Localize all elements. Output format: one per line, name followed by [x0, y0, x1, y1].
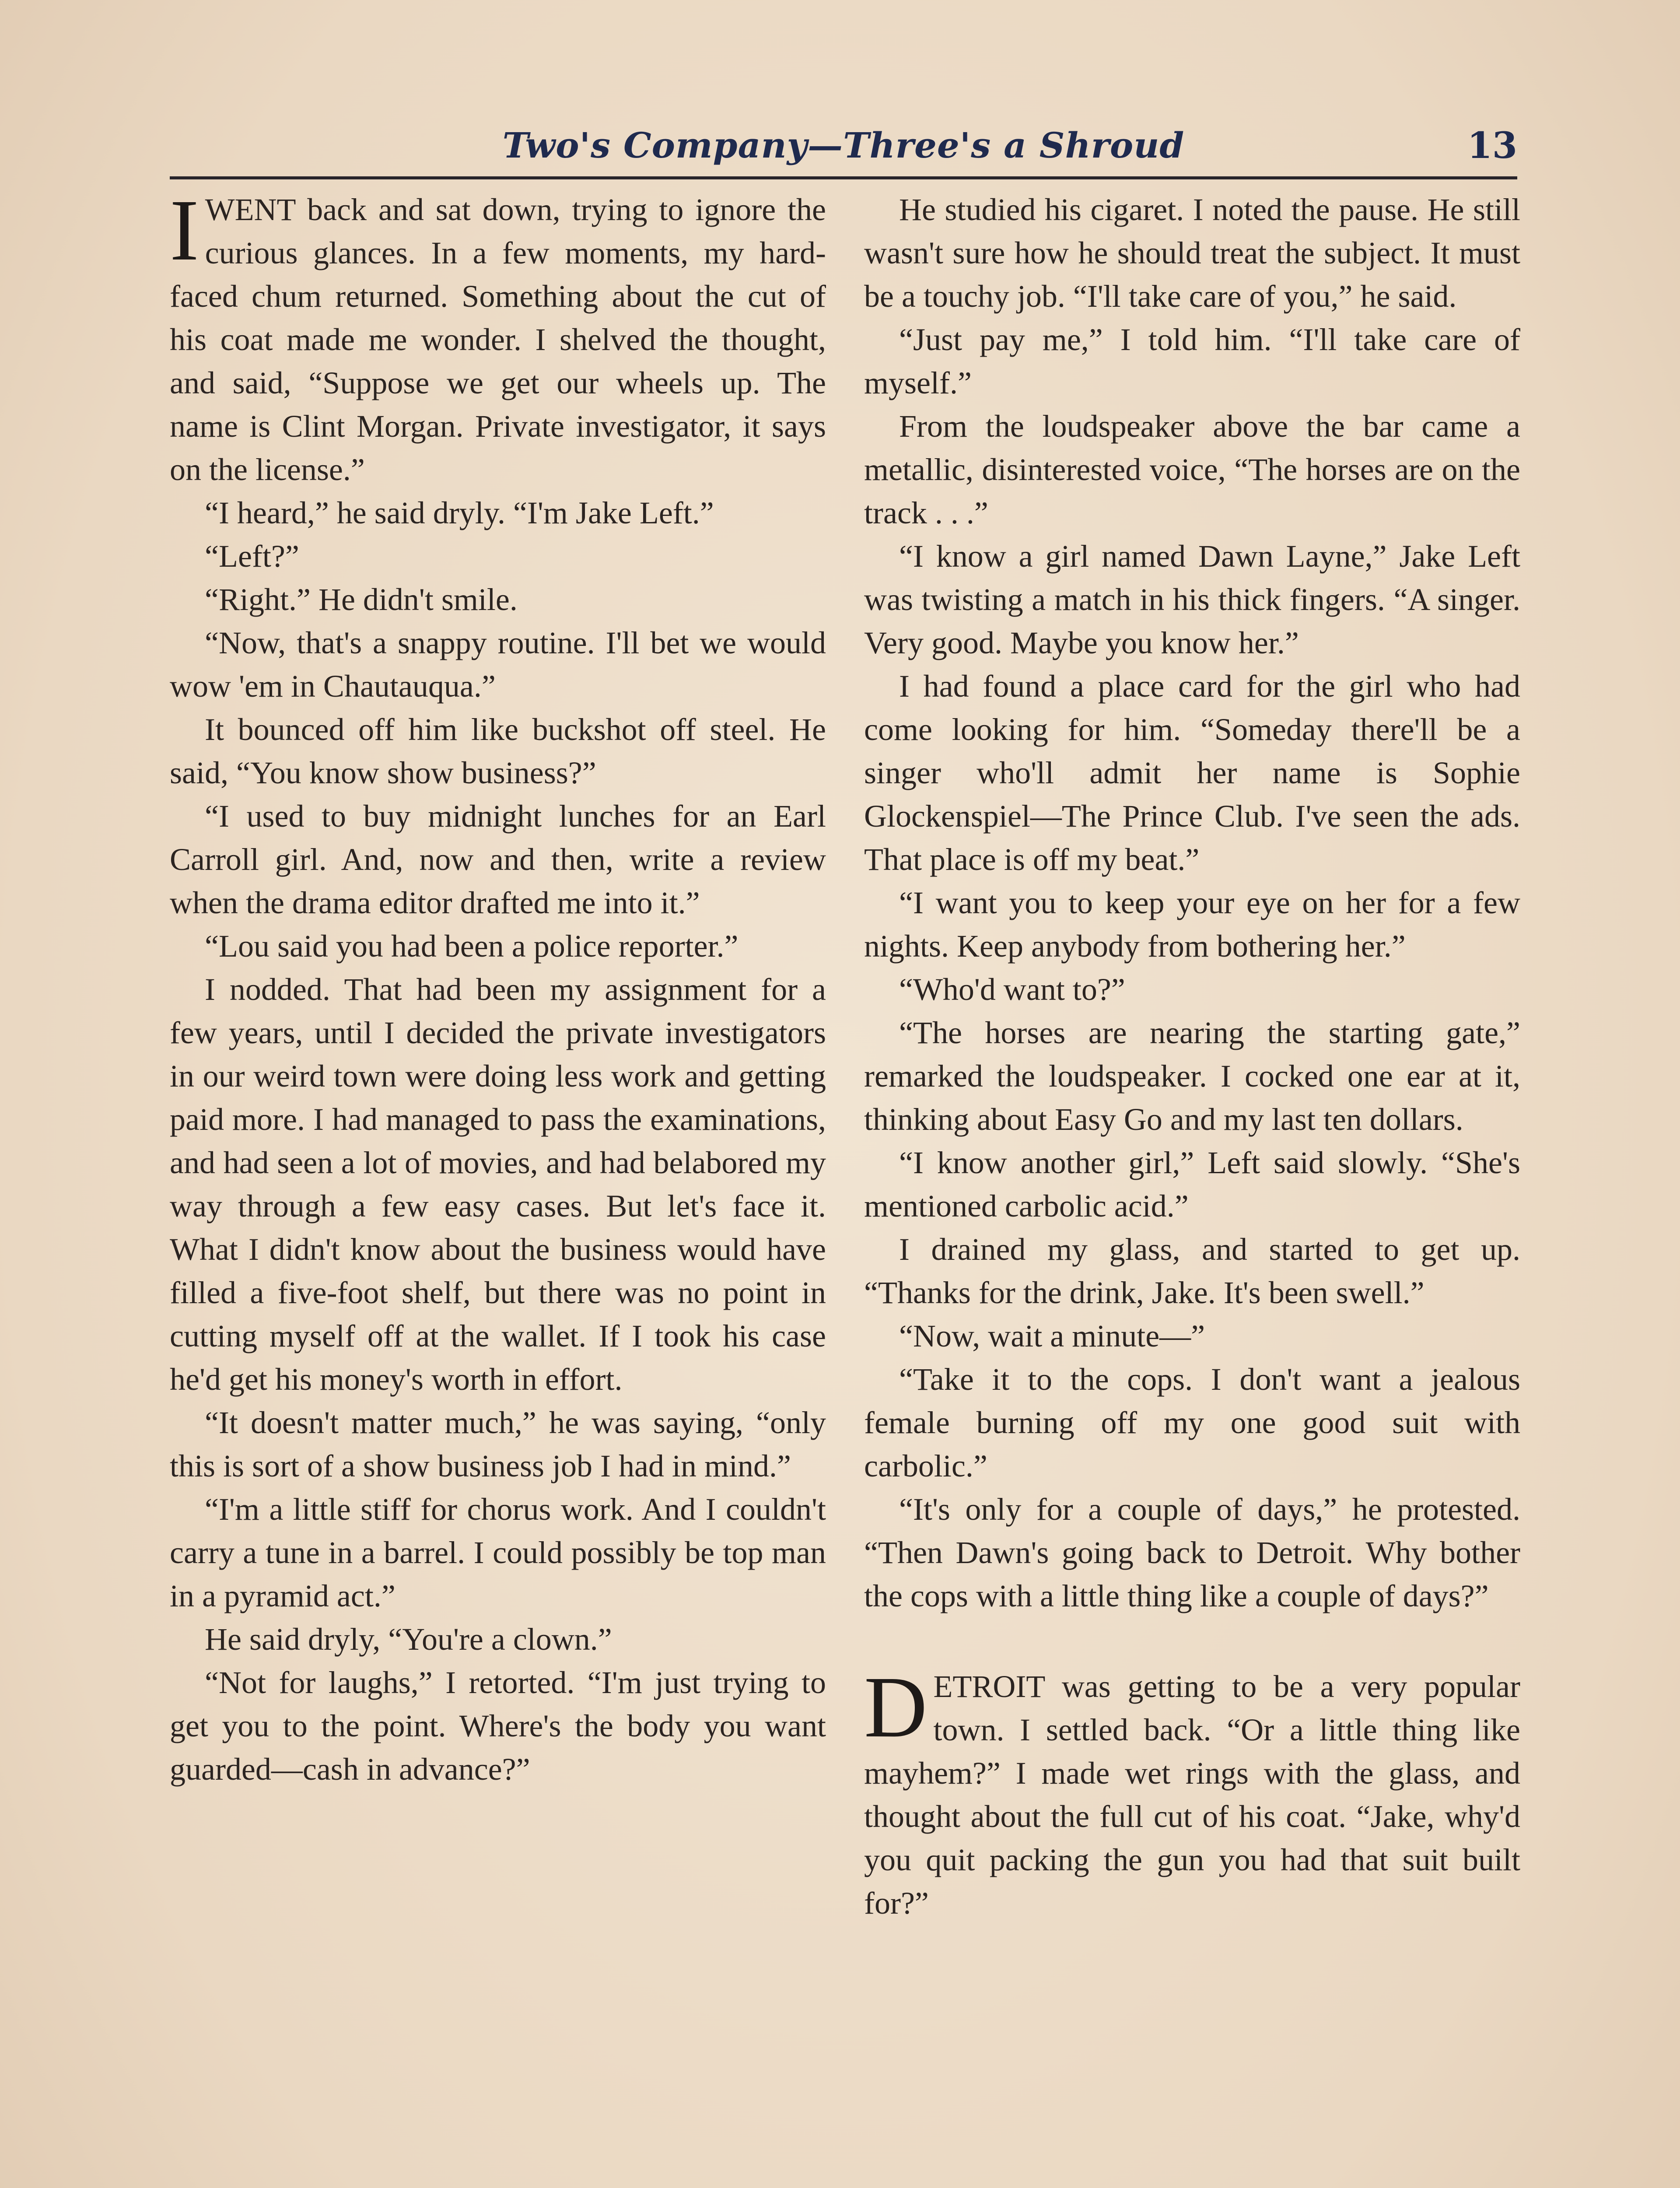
running-title: Two's Company—Three's a Shroud — [502, 125, 1185, 166]
paragraph: “I heard,” he said dryly. “I'm Jake Left.” — [205, 495, 714, 530]
paragraph: “The horses are nearing the starting gate,” remarked the loudspeaker. I cocked one ear at it, thinking about Easy Go and my last ten dollars. — [864, 1015, 1520, 1137]
drop-cap: D — [864, 1659, 928, 1756]
paragraph: “I want you to keep your eye on her for a few nights. Keep anybody from bothering her.” — [864, 885, 1520, 964]
left-column — [170, 182, 826, 1791]
paragraph: “Right.” He didn't smile. — [205, 582, 518, 617]
paragraph-text: WENT back and sat down, trying to ignore the curious glances. In a few moments, my hard-faced chum returned. Something about the cut of his coat made me wonder. I shelved the thought, and said, “Suppose we get our wheels up. The name is Clint Morgan. Private investigator, it says on the license.” — [170, 192, 826, 487]
paragraph: “Lou said you had been a police reporter.” — [205, 929, 738, 964]
paragraph: “Who'd want to?” — [899, 972, 1125, 1007]
paragraph: I nodded. That had been my assignment for a few years, until I decided the private investigators in our weird town were doing less work and getting paid more. I had managed to pass the examinations, and had seen a lot of movies, and had belabored my way through a few easy cases. But let's face it. What I didn't know about the business would have filled a five-foot shelf, but there was no point in cutting myself off at the wallet. If I took his case he'd get his money's worth in effort. — [170, 972, 826, 1397]
paragraph: He studied his cigaret. I noted the pause. He still wasn't sure how he should treat the subject. It must be a touchy job. “I'll take care of you,” he said. — [864, 192, 1520, 314]
drop-cap: I — [170, 182, 199, 279]
paragraph: “It's only for a couple of days,” he protested. “Then Dawn's going back to Detroit. Why bother the cops with a little thing like a couple of days?” — [864, 1492, 1520, 1613]
header-rule — [170, 176, 1517, 179]
paragraph: From the loudspeaker above the bar came a metallic, disinterested voice, “The horses are on the track . . .” — [864, 409, 1520, 530]
paragraph — [170, 182, 826, 491]
paragraph: “I used to buy midnight lunches for an Earl Carroll girl. And, now and then, write a review when the drama editor drafted me into it.” — [170, 799, 826, 920]
paragraph: I had found a place card for the girl who had come looking for him. “Someday there'll be a singer who'll admit her name is Sophie Glockenspiel—The Prince Club. I've seen the ads. That place is off my beat.” — [864, 669, 1520, 877]
paragraph: “Just pay me,” I told him. “I'll take care of myself.” — [864, 322, 1520, 400]
paragraph: “I know a girl named Dawn Layne,” Jake Left was twisting a match in his thick fingers. “A singer. Very good. Maybe you know her.” — [864, 539, 1520, 660]
paragraph: “Not for laughs,” I retorted. “I'm just trying to get you to the point. Where's the body you want guarded—cash in advance?” — [170, 1665, 826, 1787]
paragraph: I drained my glass, and started to get up. “Thanks for the drink, Jake. It's been swell.” — [864, 1232, 1520, 1310]
paragraph: “Now, wait a minute—” — [899, 1318, 1205, 1353]
page-number: 13 — [1467, 125, 1517, 167]
paragraph: “I know another girl,” Left said slowly. “She's mentioned carbolic acid.” — [864, 1145, 1520, 1224]
paragraph: “Now, that's a snappy routine. I'll bet we would wow 'em in Chautauqua.” — [170, 625, 826, 704]
paragraph-text: ETROIT was getting to be a very popular town. I settled back. “Or a little thing like mayhem?” I made wet rings with the glass, and thought about the full cut of his coat. “Jake, why'd you quit packing the gun you had that suit built for?” — [864, 1669, 1520, 1921]
paragraph: “I'm a little stiff for chorus work. And I couldn't carry a tune in a barrel. I could possibly be top man in a pyramid act.” — [170, 1492, 826, 1613]
right-column — [864, 188, 1520, 1925]
paragraph: It bounced off him like buckshot off steel. He said, “You know show business?” — [170, 712, 826, 790]
section-break — [864, 1618, 1520, 1665]
paragraph: He said dryly, “You're a clown.” — [205, 1622, 612, 1657]
paragraph — [864, 1659, 1520, 1925]
paragraph: “It doesn't matter much,” he was saying, “only this is sort of a show business job I had in mind.” — [170, 1405, 826, 1483]
paragraph: “Take it to the cops. I don't want a jealous female burning off my one good suit with carbolic.” — [864, 1362, 1520, 1483]
page-header — [170, 125, 1517, 177]
paragraph: “Left?” — [205, 539, 299, 574]
